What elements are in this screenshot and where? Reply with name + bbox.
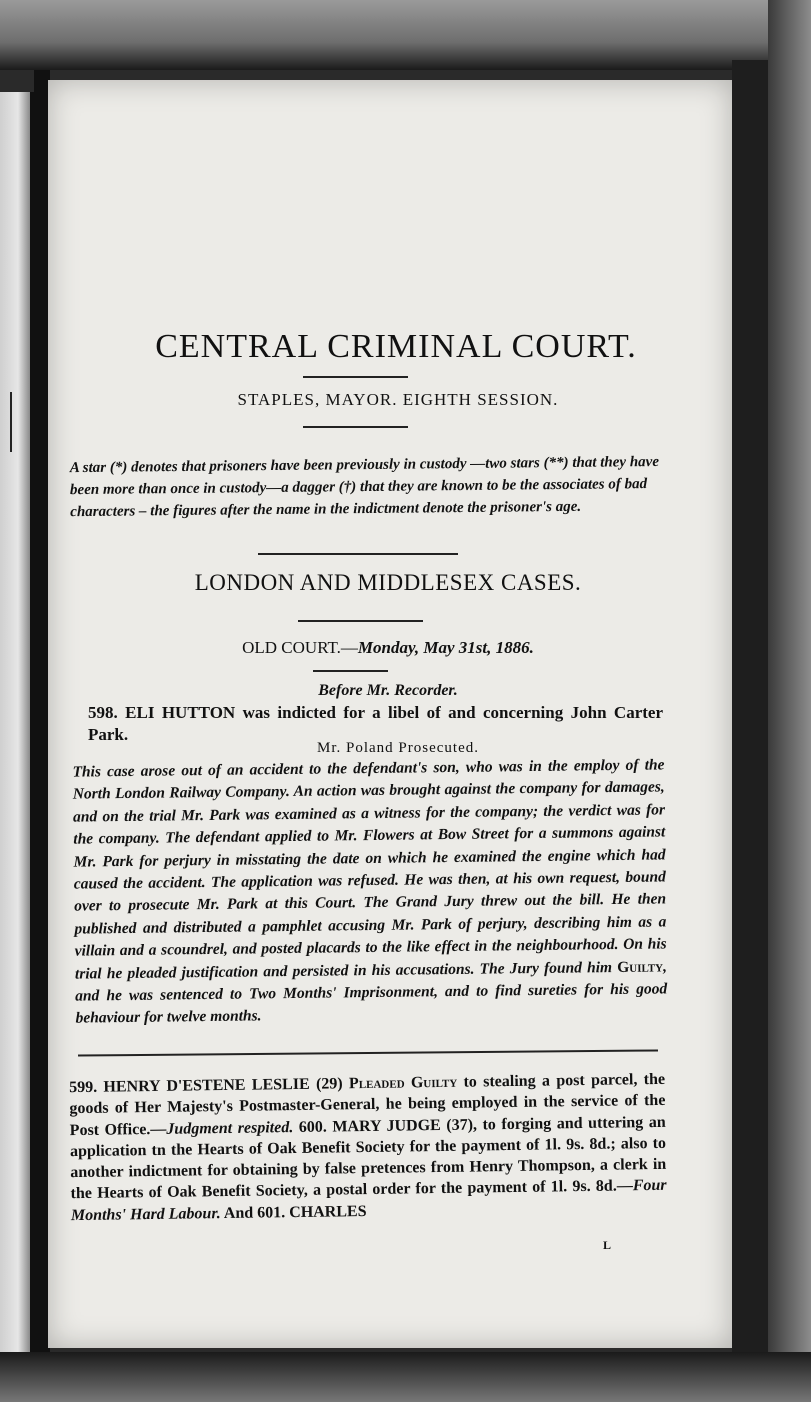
notice-text: A star (*) denotes that prisoners have been previously in custody —two stars (**) that they have been more than once in custody—a dagger (†) that they are known to be the associates of bad characters – the figures after the name in the indictment denote the prisoner's age. bbox=[69, 453, 660, 521]
before-recorder: Before Mr. Recorder. bbox=[318, 682, 458, 699]
case-600-sentence: Four Months' Hard Labour. bbox=[70, 1177, 667, 1224]
court-name: OLD COURT.— bbox=[242, 638, 358, 657]
signature-mark: L bbox=[603, 1238, 612, 1252]
case-598-body-text: This case arose out of an accident to the defendant's son, who was in the employ of the North London Railway Company. An action was brought against the company for damages, and on the trial Mr. Park was examined as a witness for the company; the verdict was for the company. The defendant applied to Mr. Flowers at Bow Street for a summons against Mr. Park for perjury in misstating the date on which he examined the engine which had caused the accident. The application was refused. He was then, at his own request, bound over to prosecute Mr. Park at this Court. The Grand Jury threw out the bill. He then published and distributed a pamphlet accusing Mr. Park of perjury, describing him as a villain and a scoundrel, and posted placards to the like effect in the neighbourhood. On his trial he pleaded justification and persisted in his accusations. The Jury found him bbox=[72, 756, 667, 983]
court-rule bbox=[313, 670, 388, 672]
case-599-charge: to stealing a post parcel, the goods of Her Majesty's Postmaster-General, he being employed in the service of the Post Office.— bbox=[69, 1070, 666, 1139]
page-title: CENTRAL CRIMINAL COURT. bbox=[155, 328, 637, 365]
case-598-lead: 598. ELI HUTTON was indicted for a libel of and concerning John Carter Park. bbox=[88, 703, 663, 744]
session-subtitle: STAPLES, MAYOR. EIGHTH SESSION. bbox=[237, 390, 559, 409]
case-598-sentence: , and he was sentenced to Two Months' Imprisonment, and to find sureties for his good behaviour for twelve months. bbox=[75, 958, 668, 1028]
facing-page-edge bbox=[0, 92, 34, 1352]
case-598-body bbox=[72, 754, 667, 1030]
title-rule bbox=[303, 376, 408, 378]
case-599-text bbox=[69, 1069, 667, 1226]
notice-rule bbox=[258, 553, 458, 555]
case-599-lead: 599. HENRY D'ESTENE LESLIE (29) bbox=[69, 1075, 350, 1097]
prosecution-line: Mr. Poland Prosecuted. bbox=[317, 740, 479, 756]
court-line bbox=[158, 638, 618, 658]
judgment-respited: Judgment respited. bbox=[166, 1118, 294, 1138]
background-right bbox=[768, 0, 811, 1402]
case-601-start: And 601. CHARLES bbox=[220, 1202, 367, 1222]
page-edge-right bbox=[732, 60, 768, 1360]
subtitle-rule bbox=[303, 426, 408, 428]
background-top bbox=[0, 0, 811, 70]
case-divider bbox=[78, 1049, 658, 1056]
document-page bbox=[48, 80, 732, 1348]
verdict-guilty: Guilty bbox=[617, 958, 664, 976]
section-heading: LONDON AND MIDDLESEX CASES. bbox=[194, 570, 582, 595]
facing-page-mark bbox=[0, 392, 12, 452]
plea-guilty: Pleaded Guilty bbox=[348, 1073, 458, 1093]
background-bottom bbox=[0, 1352, 811, 1402]
case-600-text: 600. MARY JUDGE (37), to forging and uttering an application tn the Hearts of Oak Benefit Society for the payment of 1l. 9s. 8d.; also to another indictment for obtaining by false pretences from Henry Thompson, a clerk in the Hearts of Oak Benefit Society, a postal order for the payment of 1l. 9s. 8d.— bbox=[69, 1113, 667, 1203]
court-date: Monday, May 31st, 1886. bbox=[357, 638, 534, 657]
section-rule bbox=[298, 620, 423, 622]
